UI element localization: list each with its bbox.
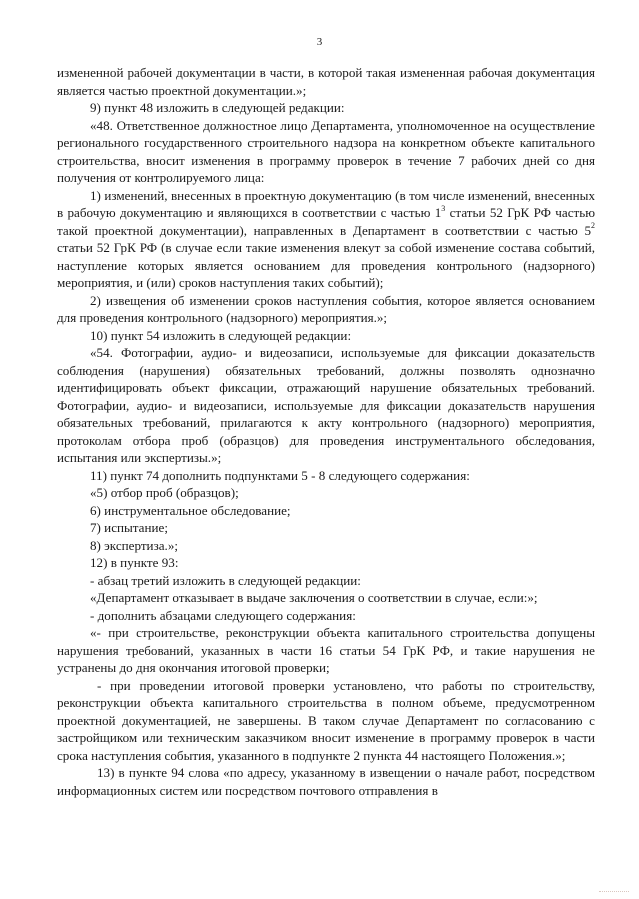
paragraph: 8) экспертиза.»; [90, 537, 179, 553]
scan-edge-mark [599, 891, 629, 895]
paragraph: 12) в пункте 93: [90, 555, 179, 570]
paragraph: 10) пункт 54 изложить в следующей редакции: [90, 327, 352, 343]
paragraph: 6) инструментальное обследование; [90, 502, 291, 518]
paragraph: 13) в пункте 94 слова «по адресу, указанному в извещении о начале работ, посредством информационных систем или посредством почтового отправления в [57, 765, 595, 798]
paragraph: «5) отбор проб (образцов); [90, 485, 239, 500]
paragraph: 7) испытание; [90, 520, 168, 535]
paragraph: 11) пункт 74 дополнить подпунктами 5 - 8 следующего содержания: [90, 467, 470, 483]
superscript: 2 [591, 221, 595, 231]
paragraph: «- при строительстве, реконструкции объекта капитального строительства допущены нарушения требований, указанных в части 16 статьи 54 ГрК РФ, и такие нарушения не устранены до дня окончания итоговой проверки; [57, 625, 595, 675]
paragraph: - дополнить абзацами следующего содержания: [90, 607, 356, 623]
paragraph-text: статьи 52 ГрК РФ частью такой проектной документации), направленных в Департамент в соответствии с частью 5 [57, 205, 595, 238]
paragraph: - абзац третий изложить в следующей редакции: [90, 572, 361, 588]
paragraph-text: 1) изменений, внесенных в проектную документацию (в том числе изменений, внесенных в рабочую документацию и являющихся в соответствии с частью 1 [57, 187, 595, 220]
paragraph: «48. Ответственное должностное лицо Департамента, уполномоченное на осуществление регионального государственного строительного надзора на конкретном объекте капитального строительства, вносит изменения в программу проверок в течение 7 рабочих дней со дня получения от контролируемого лица: [57, 117, 595, 185]
paragraph: - при проведении итоговой проверки установлено, что работы по строительству, реконструкции объекта капитального строительства в полном объеме, предусмотренном проектной документацией, не завершены. В таком случае Департамент по согласованию с застройщиком или техническим заказчиком вносит изменение в программу проверок в части срока наступления события, указанного в подпункте 2 пункта 44 настоящего Положения.»; [57, 677, 595, 763]
page-number: 3 [316, 36, 323, 48]
paragraph: измененной рабочей документации в части, в которой такая измененная рабочая документация является частью проектной документации.»; [57, 65, 595, 98]
paragraph-text: статьи 52 ГрК РФ (в случае если такие изменения влекут за собой изменение состава событий, наступление которых является основанием для проведения контрольного (надзорного) мероприятия, и (или) сроков наступления таких событий); [57, 240, 595, 290]
paragraph: 2) извещения об изменении сроков наступления события, которое является основанием для проведения контрольного (надзорного) мероприятия.»; [57, 292, 595, 325]
document-body [57, 64, 595, 799]
superscript: 3 [441, 203, 446, 213]
paragraph: «Департамент отказывает в выдаче заключения о соответствии в случае, если:»; [90, 590, 538, 605]
paragraph: «54. Фотографии, аудио- и видеозаписи, используемые для фиксации доказательств соблюдения (нарушения) обязательных требований, должны позволять однозначно идентифицировать объект фиксации, отражающий нарушение обязательных требований. Фотографии, аудио- и видеозаписи, используемые для фиксации доказательств нарушения обязательных требований, прилагаются к акту контрольного (надзорного) мероприятия, протоколам отбора проб (образцов) для проведения инструментального обследования, испытания или экспертизы.»; [57, 345, 595, 465]
paragraph: 9) пункт 48 изложить в следующей редакции: [90, 100, 345, 115]
paragraph [57, 187, 595, 292]
